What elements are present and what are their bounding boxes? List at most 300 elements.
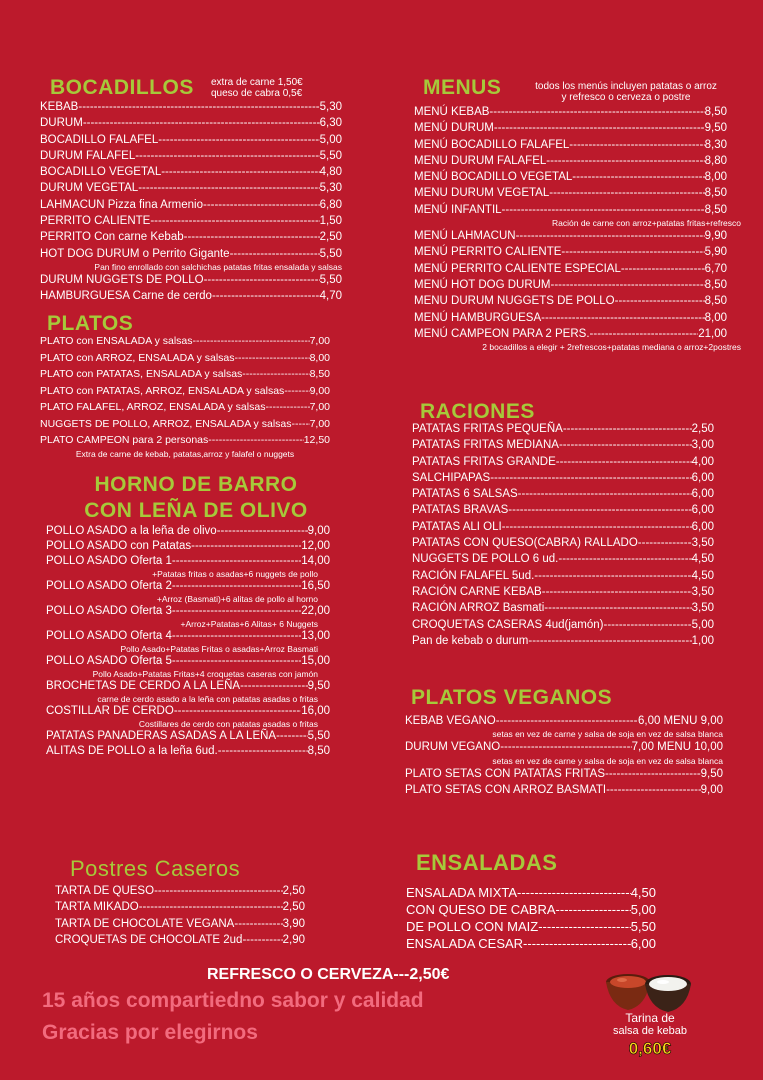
item-name: CON QUESO DE CABRA <box>406 902 556 917</box>
item-price: 3,90 <box>282 917 305 930</box>
menu-row <box>40 99 342 115</box>
item-name: KEBAB VEGANO <box>405 715 496 727</box>
item-price: 8,50 <box>307 745 330 757</box>
item-price: 5,50 <box>319 149 342 162</box>
dot-leader <box>556 454 692 470</box>
menu-row <box>412 584 714 600</box>
item-name: DURUM NUGGETS DE POLLO <box>40 273 204 286</box>
menu-row <box>40 288 342 304</box>
dot-leader <box>191 539 301 554</box>
bocadillos-note-line2: queso de cabra 0,5€ <box>211 88 303 99</box>
horno-title <box>40 472 352 524</box>
item-name: ENSALADA CESAR <box>406 936 524 951</box>
dot-leader <box>563 421 692 437</box>
platos-title: PLATOS <box>47 312 134 335</box>
dot-leader <box>572 169 704 185</box>
menu-row <box>40 399 330 416</box>
menu-row <box>40 333 330 350</box>
dot-leader <box>203 197 320 213</box>
item-note: setas en vez de carne y salsa de soja en vez de salsa blanca <box>492 729 723 740</box>
item-price: 6,00 <box>691 471 714 484</box>
menu-row <box>55 899 305 915</box>
ensaladas-title: ENSALADAS <box>416 850 558 875</box>
menu-row <box>46 654 330 669</box>
item-price: 8,80 <box>704 154 727 167</box>
dot-leader <box>549 185 704 201</box>
item-name: POLLO ASADO Oferta 3 <box>46 605 172 617</box>
item-name: DURUM VEGETAL <box>40 182 139 195</box>
menu-row <box>46 629 330 644</box>
dot-leader <box>496 713 638 729</box>
dot-leader <box>172 654 301 669</box>
item-price: 5,00 <box>691 618 714 631</box>
dot-leader <box>184 229 320 245</box>
menu-row <box>40 416 330 433</box>
item-price: 9,00 <box>700 783 723 796</box>
menu-row <box>406 901 656 918</box>
menus-note-line1: todos los menús incluyen patatas o arroz <box>535 81 717 92</box>
item-price: 8,50 <box>704 278 727 291</box>
item-price: 8,30 <box>704 138 727 151</box>
item-price: 8,50 <box>704 106 727 118</box>
menu-row <box>40 115 342 131</box>
item-price: 14,00 <box>301 555 330 567</box>
menu-row <box>40 213 342 229</box>
menu-row <box>46 539 330 554</box>
dot-leader <box>518 486 692 502</box>
item-name: PATATAS CON QUESO(CABRA) RALLADO <box>412 537 638 550</box>
item-price: 5,00 <box>319 133 342 146</box>
menu-row <box>405 782 723 798</box>
dot-leader <box>230 246 320 262</box>
item-name: ALITAS DE POLLO a la leña 6ud. <box>46 745 218 757</box>
item-name: MENÚ BOCADILLO VEGETAL <box>414 171 573 184</box>
tarina-price: 0,60€ <box>628 1039 672 1058</box>
menu-row <box>414 293 727 309</box>
dot-leader <box>516 228 705 244</box>
menu-row <box>55 932 305 948</box>
menu-row <box>40 350 330 367</box>
item-name: PATATAS ALI OLI <box>412 520 502 533</box>
dot-leader <box>83 115 320 131</box>
item-name: MENÚ KEBAB <box>414 106 490 118</box>
menu-row <box>46 554 330 569</box>
item-name: PLATO SETAS CON PATATAS FRITAS <box>405 767 606 780</box>
raciones-title: RACIONES <box>420 400 535 423</box>
item-price: 8,00 <box>704 311 727 324</box>
item-price: 8,00 <box>309 351 330 364</box>
menu-row <box>40 197 342 213</box>
item-price: 5,50 <box>307 730 330 742</box>
menu-row <box>40 148 342 164</box>
dot-leader <box>217 524 308 539</box>
menu-row <box>414 277 727 293</box>
menu-row <box>412 617 714 633</box>
item-price: 7,00 <box>309 401 330 413</box>
item-note: carne de cerdo asado a la leña con patatas asadas o fritas <box>97 694 318 704</box>
dot-leader <box>523 935 631 952</box>
item-price: 4,50 <box>691 553 714 566</box>
item-name: PLATO con PATATAS, ARROZ, ENSALADA y salsas <box>40 384 285 397</box>
menu-row <box>412 502 714 518</box>
menu-row <box>40 432 330 449</box>
item-price: 6,70 <box>704 262 727 275</box>
item-price: 8,00 <box>704 171 727 184</box>
tarina-label <box>590 1011 710 1037</box>
menu-row <box>412 568 714 584</box>
item-price: 6,00 <box>691 520 714 533</box>
dot-leader <box>615 293 705 309</box>
menus-list <box>414 104 741 353</box>
dot-leader <box>541 310 704 326</box>
item-name: SALCHIPAPAS <box>412 471 491 484</box>
menu-row <box>412 454 714 470</box>
item-price: 2,50 <box>282 885 305 897</box>
item-price: 7,00 MENU 10,00 <box>631 741 723 754</box>
item-note: Extra de carne de kebab, patatas,arroz y falafel o nuggets <box>75 448 295 459</box>
dot-leader <box>544 600 691 616</box>
item-price: 7,00 <box>309 335 330 347</box>
item-name: POLLO ASADO con Patatas <box>46 540 192 552</box>
menu-row <box>412 600 714 616</box>
dot-leader <box>204 272 320 288</box>
menu-row <box>412 437 714 453</box>
ensaladas-list <box>406 884 656 952</box>
dot-leader <box>494 120 705 136</box>
item-name: MENU DURUM VEGETAL <box>414 187 550 200</box>
item-price: 3,00 <box>691 439 714 452</box>
dot-leader <box>284 383 309 400</box>
item-note: Pan fino enrollado con salchichas patatas fritas ensalada y salsas <box>94 261 342 272</box>
dot-leader <box>489 104 704 120</box>
item-price: 13,00 <box>301 630 330 642</box>
item-price: 5,30 <box>319 182 342 195</box>
menu-row <box>40 366 330 383</box>
menu-row <box>414 185 727 201</box>
dot-leader <box>551 277 705 293</box>
menu-row <box>406 884 656 901</box>
item-note: Costillares de cerdo con patatas asadas o fritas <box>138 719 318 729</box>
item-name: POLLO ASADO Oferta 5 <box>46 655 172 667</box>
menu-row <box>412 519 714 535</box>
item-name: PATATAS BRAVAS <box>412 504 509 517</box>
tarina-line1: Tarina de <box>625 1011 675 1025</box>
item-price: 8,50 <box>704 187 727 200</box>
item-price: 1,00 <box>691 634 714 647</box>
dot-leader <box>208 432 303 449</box>
item-name: Pan de kebab o durum <box>412 634 529 647</box>
item-name: BROCHETAS DE CERDO A LA LEÑA <box>46 680 241 692</box>
dot-leader <box>556 901 631 918</box>
postres-title: Postres Caseros <box>70 856 241 881</box>
dot-leader <box>561 244 704 260</box>
veganos-title: PLATOS VEGANOS <box>411 686 613 709</box>
dot-leader <box>276 729 308 744</box>
item-note: Ración de carne con arroz+patatas fritas+refresco <box>552 218 741 229</box>
item-price: 16,50 <box>301 580 330 592</box>
item-name: LAHMACUN Pizza fina Armenio <box>40 198 203 211</box>
item-price: 4,70 <box>319 290 342 303</box>
item-price: 5,50 <box>319 273 342 286</box>
item-price: 4,80 <box>319 166 342 179</box>
item-price: 5,50 <box>319 247 342 260</box>
item-price: 3,50 <box>691 537 714 550</box>
item-name: ENSALADA MIXTA <box>406 885 518 900</box>
item-note: Pollo Asado+Patatas Fritas o asadas+Arroz Basmati <box>120 644 318 654</box>
menu-row <box>46 729 330 744</box>
menu-row <box>40 383 330 400</box>
menu-row <box>55 883 305 899</box>
menu-row <box>412 551 714 567</box>
menu-row <box>405 766 723 782</box>
dot-leader <box>606 782 701 798</box>
dot-leader <box>558 551 691 567</box>
menu-row <box>414 244 727 260</box>
item-price: 4,50 <box>630 885 656 900</box>
dot-leader <box>546 153 704 169</box>
menu-row <box>40 164 342 180</box>
dot-leader <box>502 202 705 218</box>
menu-row <box>414 228 727 244</box>
dot-leader <box>139 899 283 915</box>
dot-leader <box>158 132 319 148</box>
item-name: POLLO ASADO Oferta 2 <box>46 580 172 592</box>
item-price: 22,00 <box>301 605 330 617</box>
menu-row <box>414 120 727 136</box>
menu-row <box>406 918 656 935</box>
dot-leader <box>235 350 310 367</box>
item-name: HAMBURGUESA Carne de cerdo <box>40 290 212 303</box>
item-name: POLLO ASADO Oferta 4 <box>46 630 172 642</box>
menu-row <box>414 310 727 326</box>
item-price: 5,90 <box>704 246 727 259</box>
item-price: 2,50 <box>691 423 714 435</box>
item-name: RACIÓN CARNE KEBAB <box>412 585 542 598</box>
item-price: 9,50 <box>704 122 727 135</box>
item-name: POLLO ASADO Oferta 1 <box>46 555 172 567</box>
dot-leader <box>604 617 692 633</box>
menus-note <box>511 81 741 103</box>
dot-leader <box>172 604 301 619</box>
menu-row <box>46 704 330 719</box>
item-note: +Arroz+Patatas+6 Alitas+ 6 Nuggets <box>180 619 318 629</box>
dot-leader <box>138 180 319 196</box>
item-price: 12,50 <box>303 434 330 446</box>
item-name: PLATO SETAS CON ARROZ BASMATI <box>405 783 607 796</box>
item-price: 1,50 <box>319 215 342 228</box>
item-price: 9,00 <box>307 525 330 537</box>
item-name: MENÚ INFANTIL <box>414 203 502 216</box>
item-name: DURUM VEGANO <box>405 741 501 754</box>
item-name: CROQUETAS CASERAS 4ud(jamón) <box>412 618 604 631</box>
item-price: 4,00 <box>691 455 714 468</box>
item-name: MENU DURUM FALAFEL <box>414 154 547 167</box>
item-name: RACIÓN ARROZ Basmati <box>412 602 545 615</box>
menu-row <box>405 739 723 755</box>
menu-row <box>40 246 342 262</box>
menu-row <box>412 535 714 551</box>
dot-leader <box>154 883 283 899</box>
item-name: BOCADILLO VEGETAL <box>40 166 162 179</box>
item-name: PATATAS 6 SALSAS <box>412 488 518 501</box>
item-name: POLLO ASADO a la leña de olivo <box>46 525 217 537</box>
item-name: PATATAS FRITAS MEDIANA <box>412 439 559 452</box>
item-price: 4,50 <box>691 569 714 582</box>
item-name: BOCADILLO FALAFEL <box>40 133 159 146</box>
dot-leader <box>218 744 308 759</box>
slogan-line1: 15 años compartiedno sabor y calidad <box>42 989 424 1012</box>
item-name: MENÚ CAMPEON PARA 2 PERS. <box>414 327 590 340</box>
item-price: 16,00 <box>301 705 330 717</box>
dot-leader <box>508 502 691 518</box>
dot-leader <box>212 288 320 304</box>
item-price: 6,00 <box>691 488 714 501</box>
dot-leader <box>193 333 310 350</box>
item-name: TARTA DE QUESO <box>55 885 155 897</box>
item-name: PLATO FALAFEL, ARROZ, ENSALADA y salsas <box>40 401 266 413</box>
bocadillos-title: BOCADILLOS <box>50 76 194 99</box>
dot-leader <box>569 137 704 153</box>
item-note: +Patatas fritas o asadas+6 nuggets de pollo <box>152 569 318 579</box>
dot-leader <box>242 932 282 948</box>
item-name: PATATAS FRITAS PEQUEÑA <box>412 423 563 435</box>
item-name: TARTA DE CHOCOLATE VEGANA <box>55 917 235 930</box>
raciones-list <box>412 421 714 649</box>
menu-row <box>46 604 330 619</box>
item-note: +Arroz (Basmati)+6 alitas de pollo al horno <box>156 594 318 604</box>
dot-leader <box>150 213 319 229</box>
dot-leader <box>240 679 308 694</box>
menu-row <box>414 326 727 342</box>
dot-leader <box>559 437 692 453</box>
dot-leader <box>172 579 301 594</box>
dot-leader <box>517 884 631 901</box>
menu-row <box>405 713 723 729</box>
platos-list <box>40 333 330 459</box>
horno-title-line2: CON LEÑA DE OLIVO <box>84 499 308 522</box>
menu-row <box>412 486 714 502</box>
menu-row <box>46 744 330 759</box>
dot-leader <box>528 633 691 649</box>
item-name: MENÚ HOT DOG DURUM <box>414 278 551 291</box>
dot-leader <box>172 629 301 644</box>
menu-row <box>46 579 330 594</box>
menus-title: MENUS <box>423 76 502 99</box>
item-name: DE POLLO CON MAIZ <box>406 919 539 934</box>
item-name: NUGGETS DE POLLO, ARROZ, ENSALADA y salsas <box>40 417 292 430</box>
item-name: MENÚ BOCADILLO FALAFEL <box>414 138 570 151</box>
dot-leader <box>502 519 692 535</box>
item-price: 6,00 <box>630 936 656 951</box>
menu-row <box>46 524 330 539</box>
menu-row <box>414 137 727 153</box>
menu-row <box>55 916 305 932</box>
item-name: CROQUETAS DE CHOCOLATE 2ud <box>55 933 243 946</box>
item-name: KEBAB <box>40 101 79 113</box>
dot-leader <box>590 326 699 342</box>
item-price: 2,90 <box>282 933 305 946</box>
item-price: 21,00 <box>698 327 727 340</box>
dot-leader <box>621 261 705 277</box>
menu-row <box>412 421 714 437</box>
item-name: MENU DURUM NUGGETS DE POLLO <box>414 295 615 308</box>
item-name: HOT DOG DURUM o Perrito Gigante <box>40 247 230 260</box>
item-note: Pollo Asado+Patatas Fritas+4 croquetas caseras con jamón <box>92 669 318 679</box>
item-price: 8,50 <box>704 295 727 308</box>
menu-row <box>414 261 727 277</box>
postres-list <box>55 883 305 948</box>
item-price: 3,50 <box>691 585 714 598</box>
item-name: RACIÓN FALAFEL 5ud. <box>412 569 535 582</box>
menu-row <box>40 180 342 196</box>
dot-leader <box>542 584 692 600</box>
item-price: 9,00 <box>309 384 330 397</box>
item-name: MENÚ HAMBURGUESA <box>414 311 542 324</box>
dot-leader <box>234 916 282 932</box>
item-price: 9,90 <box>704 230 727 243</box>
menu-row <box>40 229 342 245</box>
item-price: 6,00 MENU 9,00 <box>637 715 723 727</box>
item-price: 15,00 <box>301 655 330 667</box>
dot-leader <box>242 366 309 383</box>
item-name: MENÚ LAHMACUN <box>414 230 516 243</box>
item-note: setas en vez de carne y salsa de soja en vez de salsa blanca <box>492 755 723 766</box>
item-name: MENÚ PERRITO CALIENTE <box>414 246 562 259</box>
dot-leader <box>534 568 691 584</box>
menu-row <box>40 272 342 288</box>
dot-leader <box>135 148 319 164</box>
menu-row <box>40 132 342 148</box>
dot-leader <box>265 399 309 416</box>
menu-row <box>412 470 714 486</box>
dot-leader <box>172 554 301 569</box>
menu-row <box>414 202 727 218</box>
dot-leader <box>538 918 630 935</box>
item-name: PLATO con PATATAS, ENSALADA y salsas <box>40 368 243 380</box>
horno-list <box>46 524 330 759</box>
item-price: 5,30 <box>319 101 342 113</box>
dot-leader <box>490 470 691 486</box>
item-price: 5,50 <box>630 919 656 934</box>
veganos-list <box>405 713 723 798</box>
item-note: 2 bocadillos a elegir + 2refrescos+patatas mediana o arroz+2postres <box>482 342 741 353</box>
dot-leader <box>174 704 301 719</box>
item-price: 6,80 <box>319 198 342 211</box>
menu-row <box>46 679 330 694</box>
dot-leader <box>605 766 701 782</box>
item-price: 5,00 <box>630 902 656 917</box>
item-price: 2,50 <box>319 231 342 244</box>
bocadillos-list <box>40 99 342 305</box>
item-price: 8,50 <box>309 368 330 380</box>
item-name: MENÚ DURUM <box>414 122 494 135</box>
refresco-price: REFRESCO O CERVEZA---2,50€ <box>207 966 450 983</box>
item-name: COSTILLAR DE CERDO <box>46 705 174 717</box>
menus-note-line2: y refresco o cerveza o postre <box>561 92 691 103</box>
item-name: DURUM <box>40 117 83 130</box>
item-name: PERRITO Con carne Kebab <box>40 231 184 244</box>
item-name: PLATO con ARROZ, ENSALADA y salsas <box>40 351 235 364</box>
item-price: 9,50 <box>307 680 330 692</box>
menu-row <box>414 104 727 120</box>
dot-leader <box>292 416 310 433</box>
bocadillos-note <box>211 77 303 99</box>
horno-title-line1: HORNO DE BARRO <box>94 473 298 496</box>
item-price: 2,50 <box>282 901 305 914</box>
item-price: 6,00 <box>691 504 714 517</box>
item-price: 9,50 <box>700 767 723 780</box>
item-price: 6,30 <box>319 117 342 130</box>
